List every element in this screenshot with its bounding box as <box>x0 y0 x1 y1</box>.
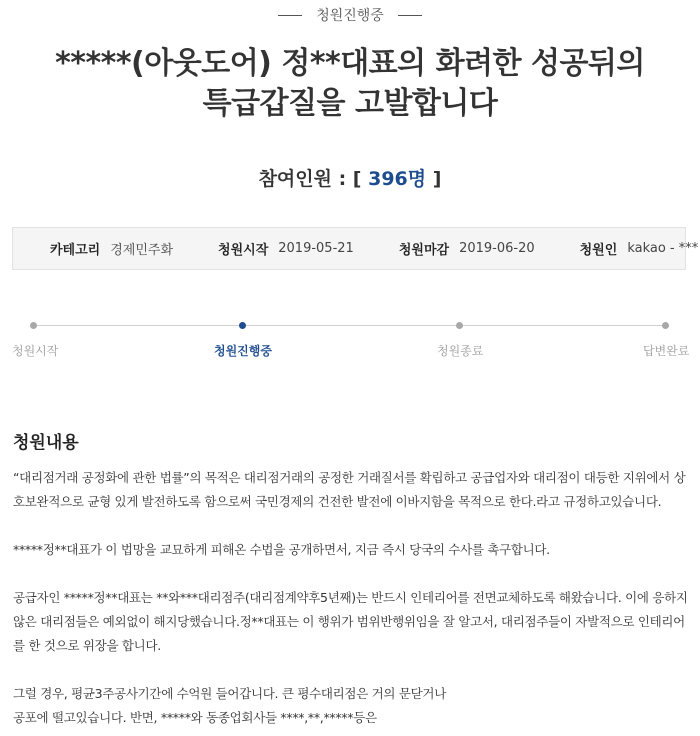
participants-close: ] <box>426 168 442 190</box>
divider <box>398 15 422 16</box>
step-answered: 답변완료 <box>643 344 690 358</box>
progress-tracker <box>0 318 700 368</box>
content-paragraph: *****정**대표가 이 법망을 교묘하게 피해온 수법을 공개하면서, 지금 즉시 당국의 수사를 촉구합니다. <box>13 542 550 557</box>
step-dot-answered <box>662 322 669 329</box>
step-ended: 청원종료 <box>437 344 484 358</box>
progress-track <box>34 325 666 326</box>
meta-category-label: 카테고리 <box>50 243 101 258</box>
petition-meta <box>12 227 699 270</box>
participants-value: 396명 <box>368 168 427 190</box>
step-ongoing: 청원진행중 <box>214 344 272 358</box>
meta-end-label: 청원마감 <box>398 243 450 258</box>
meta-category-value: 경제민주화 <box>110 243 174 258</box>
participants-label: 참여인원 : [ <box>258 168 369 190</box>
petition-status <box>0 5 700 25</box>
title-line-2: 특급갑질을 고발합니다 <box>202 86 498 121</box>
meta-start-label: 청원시작 <box>218 243 269 258</box>
content-paragraph: 공포에 떨고있습니다. 반면, *****와 동종업회사들 ****,**,*****등은 <box>13 710 377 725</box>
meta-category <box>50 239 173 258</box>
meta-author <box>580 239 699 258</box>
content-heading: 청원내용 <box>13 433 79 453</box>
meta-author-value: kakao - *** <box>627 241 699 256</box>
status-label: 청원진행중 <box>316 8 384 24</box>
step-start: 청원시작 <box>12 344 59 358</box>
petition-content <box>13 466 693 730</box>
petition-title <box>20 44 680 124</box>
meta-end <box>399 239 535 258</box>
title-line-1: *****(아웃도어) 정**대표의 화려한 성공뒤의 <box>55 46 645 81</box>
content-paragraph: “대리점거래 공정화에 관한 법률”의 목적은 대리점거래의 공정한 거래질서를 확립하고 공급업자와 대리점이 대등한 지위에서 상호보완적으로 균형 있게 발전하도록 함으로써 국민경제의 건전한 발전에 이바지함을 목적으로 한다.라고 규정하고있습니다. <box>13 470 686 509</box>
content-paragraph: 공급자인 *****정**대표는 **와***대리점주(대리점계약후5년째)는 반드시 인테리어를 전면교체하도록 해왔습니다. 이에 응하지 않은 대리점들은 예외없이 해지당했습니다.정**대표는 이 행위가 범위반행위임을 잘 알고서, 대리점주들이 자발적으로 인테리어를 한 것으로 위장을 합니다. <box>13 590 688 653</box>
participant-count <box>0 164 700 191</box>
meta-end-value: 2019-06-20 <box>459 241 535 256</box>
divider <box>278 15 302 16</box>
meta-start-value: 2019-05-21 <box>278 241 354 256</box>
meta-start <box>218 239 354 258</box>
step-dot-ongoing <box>239 322 246 329</box>
step-dot-start <box>30 322 37 329</box>
content-paragraph: 그럴 경우, 평균3주공사기간에 수억원 들어갑니다. 큰 평수대리점은 거의 문닫거나 <box>13 686 446 701</box>
meta-author-label: 청원인 <box>579 243 618 258</box>
step-dot-ended <box>456 322 463 329</box>
